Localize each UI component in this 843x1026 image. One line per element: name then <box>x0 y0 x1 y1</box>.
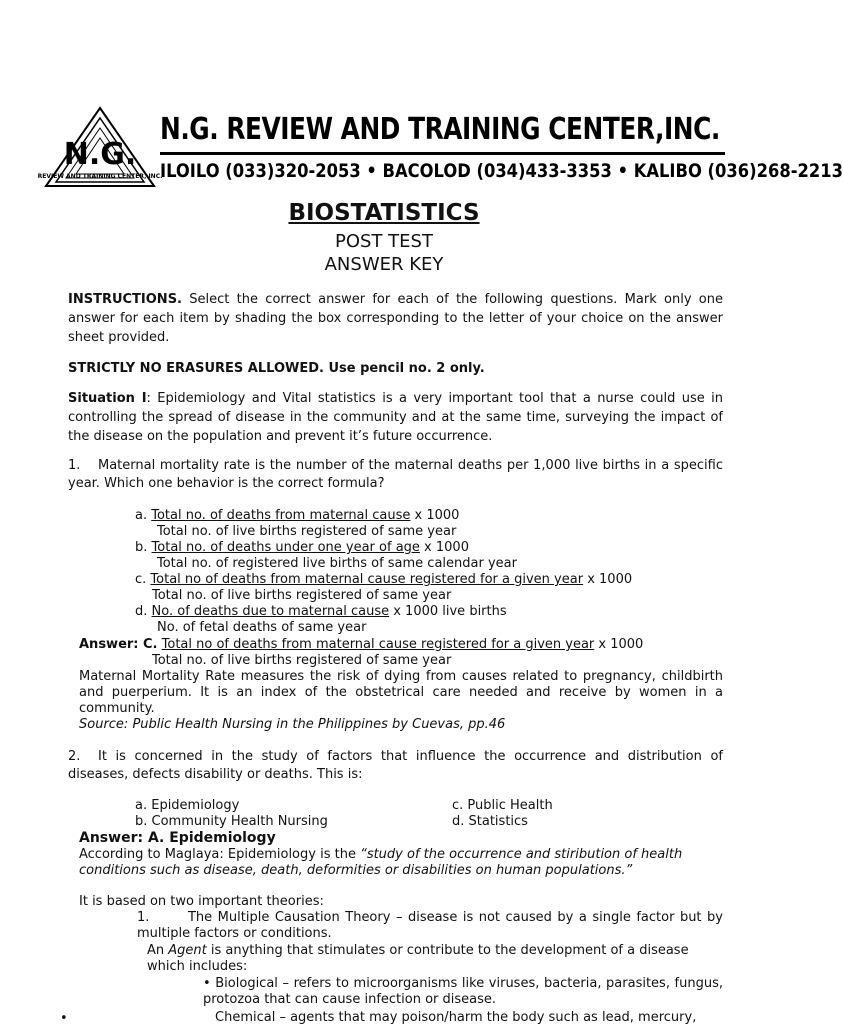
q1-answer-denominator: Total no. of live births registered of same year <box>152 653 452 668</box>
no-erasures-notice: STRICTLY NO ERASURES ALLOWED. Use pencil no. 2 only. <box>68 361 485 376</box>
q2-theories-intro: It is based on two important theories: <box>79 894 324 909</box>
instructions-label: INSTRUCTIONS. <box>68 292 182 307</box>
q2-bullet-biological: • Biological – refers to microorganisms like viruses, bacteria, parasites, fungus, protozoa that can cause infection or disease. <box>203 976 723 1007</box>
bullet-icon: • <box>203 976 211 991</box>
q1-option-d: d. No. of deaths due to maternal cause x 1000 live births <box>135 604 507 619</box>
logo-letters: N.G. <box>63 137 137 172</box>
situation-label: Situation I <box>68 391 147 406</box>
q1-explanation: Maternal Mortality Rate measures the risk of dying from causes related to pregnancy, childbirth and puerperium. It is an index of the obstetrical care needed and receive by women in a community. <box>79 669 723 716</box>
q1-option-b-denominator: Total no. of registered live births of same calendar year <box>157 556 517 571</box>
document-title: BIOSTATISTICS <box>288 200 480 226</box>
q1-option-b: b. Total no. of deaths under one year of age x 1000 <box>135 540 469 555</box>
header-divider <box>160 152 725 155</box>
q2-agent-definition: An Agent is anything that stimulates or contribute to the development of a disease which includes: <box>147 943 689 974</box>
logo-ring-text: REVIEW AND TRAINING CENTER, INC. <box>37 173 163 180</box>
instructions-text: Select the correct answer for each of the following questions. Mark only one answer for each item by shading the box corresponding to the letter of your choice on the answer sheet provided. <box>68 292 723 345</box>
situation-text: : Epidemiology and Vital statistics is a very important tool that a nurse could use in controlling the spread of disease in the community and at the same time, surveying the impact of the disease on the population and prevent it’s future occurrence. <box>68 391 724 444</box>
q1-option-c: c. Total no of deaths from maternal cause registered for a given year x 1000 <box>135 572 633 587</box>
question-1 <box>68 457 723 493</box>
question-text: Maternal mortality rate is the number of the maternal deaths per 1,000 live births in a specific year. Which one behavior is the correct formula? <box>68 458 723 491</box>
q1-option-a-denominator: Total no. of live births registered of same year <box>157 524 457 539</box>
document-subtitle-post-test: POST TEST <box>335 231 433 252</box>
q2-option-d: d. Statistics <box>452 814 528 829</box>
q2-option-a: a. Epidemiology <box>135 798 240 813</box>
q1-option-c-denominator: Total no. of live births registered of same year <box>152 588 452 603</box>
q2-definition: According to Maglaya: Epidemiology is the “study of the occurrence and stiribution of health conditions such as disease, death, deformities or disabilities on human populations.” <box>79 847 683 878</box>
q2-option-b: b. Community Health Nursing <box>135 814 328 829</box>
document-subtitle-answer-key: ANSWER KEY <box>324 254 444 275</box>
q1-option-a: a. Total no. of deaths from maternal cause x 1000 <box>135 508 460 523</box>
question-2 <box>68 748 723 784</box>
q2-theory-1: 1. The Multiple Causation Theory – disease is not caused by a single factor but by multiple factors or conditions. <box>137 910 723 941</box>
q1-source: Source: Public Health Nursing in the Philippines by Cuevas, pp.46 <box>79 717 506 732</box>
organization-logo <box>37 106 163 188</box>
q2-bullet-chemical: Chemical – agents that may poison/harm the body such as lead, mercury, <box>215 1010 697 1025</box>
organization-name: N.G. REVIEW AND TRAINING CENTER,INC. <box>160 112 720 147</box>
instructions-paragraph <box>68 290 723 347</box>
question-number: 1. <box>68 458 81 473</box>
q2-option-c: c. Public Health <box>452 798 553 813</box>
question-text: It is concerned in the study of factors that influence the occurrence and distribution of diseases, defects disability or deaths. This is: <box>68 749 723 782</box>
q1-answer: Answer: C. Total no of deaths from maternal cause registered for a given year x 1000 <box>79 637 644 652</box>
bullet-icon: • <box>60 1011 68 1026</box>
q2-answer: Answer: A. Epidemiology <box>79 830 276 846</box>
situation-paragraph <box>68 389 723 446</box>
q1-option-d-denominator: No. of fetal deaths of same year <box>157 620 367 635</box>
question-number: 2. <box>68 749 81 764</box>
branch-contacts: ILOILO (033)320-2053 • BACOLOD (034)433-3353 • KALIBO (036)268-2213 <box>160 160 843 182</box>
